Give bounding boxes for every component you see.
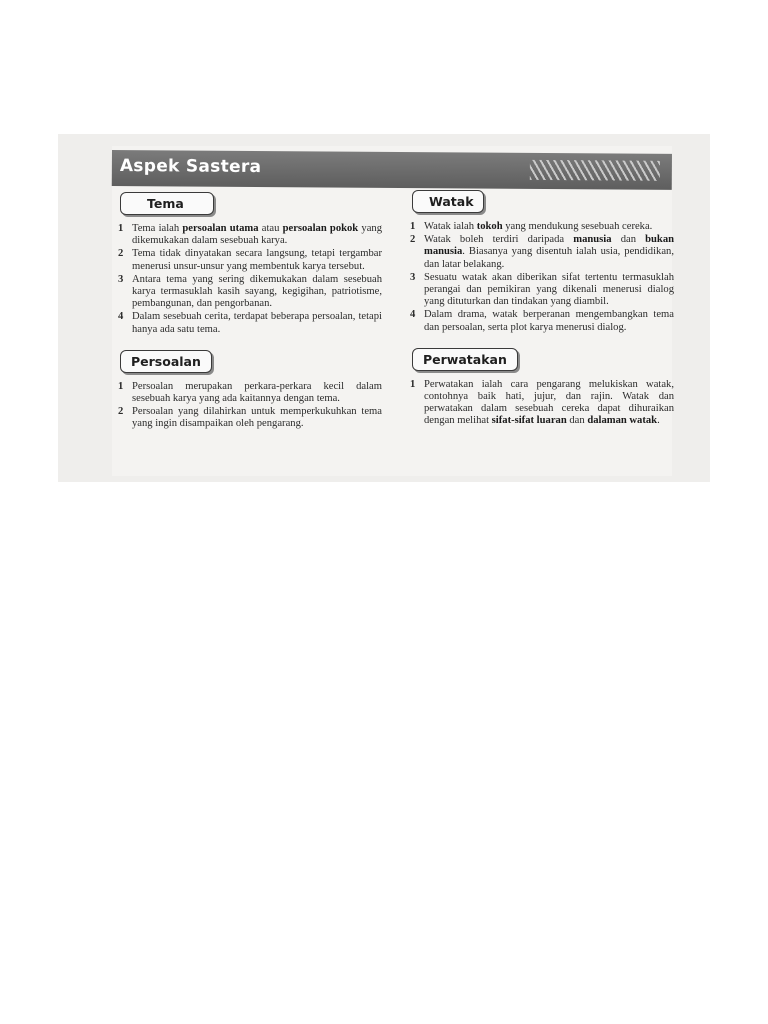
list-item [114, 274, 382, 311]
item-number: 1 [410, 221, 416, 232]
item-text: . [657, 415, 660, 427]
item-text: Antara tema yang sering dikemukakan dalam sesebuah karya termasuklah kasih sayang, kegigihan, patriotisme, pembangunan, dan pengorbanan. [132, 273, 382, 310]
section-heading-tema: Tema [120, 192, 214, 215]
list-item [406, 309, 674, 333]
list-item [406, 221, 674, 233]
tema-list [114, 223, 382, 336]
section-watak [406, 190, 674, 334]
item-text: dan [566, 415, 588, 427]
item-text: atau [258, 223, 283, 234]
watak-list [406, 221, 674, 334]
bold-term: tokoh [476, 221, 503, 232]
perwatakan-list [406, 379, 674, 428]
item-number: 1 [410, 378, 416, 390]
item-number: 1 [118, 223, 124, 234]
list-item [114, 406, 382, 430]
item-text: Sesuatu watak akan diberikan sifat tertentu termasuklah perangai dan pemikiran yang dikenali menerusi dialog yang dituturkan dan tindakan yang diambil. [424, 271, 674, 308]
bold-term: persoalan pokok [282, 223, 359, 234]
item-text: Persoalan yang dilahirkan untuk memperkukuhkan tema yang ingin disampaikan oleh pengarang. [132, 406, 382, 430]
item-number: 2 [410, 234, 416, 246]
list-item [406, 379, 674, 428]
section-persoalan [114, 350, 382, 431]
item-text: dan [611, 234, 646, 246]
item-number: 3 [410, 271, 416, 283]
left-column [114, 192, 382, 432]
list-item [406, 234, 674, 271]
bold-term: bukan manusia [424, 234, 675, 258]
list-item [114, 248, 382, 272]
item-text: Tema ialah [132, 223, 183, 234]
item-text: yang mendukung sesebuah cereka. [502, 221, 653, 232]
item-text: Watak boleh terdiri daripada [424, 234, 574, 246]
item-text: Watak ialah [424, 221, 477, 232]
bold-term: manusia [573, 234, 612, 246]
persoalan-list [114, 381, 382, 431]
section-perwatakan [406, 348, 674, 428]
bold-term: dalaman watak [587, 415, 658, 427]
item-text: Persoalan merupakan perkara-perkara kecil dalam sesebuah karya yang ada kaitannya dengan tema. [132, 380, 382, 405]
list-item [114, 223, 382, 247]
right-column [406, 190, 674, 429]
page-title: Aspek Sastera [119, 156, 262, 178]
header-banner [112, 150, 672, 190]
item-text: Dalam drama, watak berperanan mengembangkan tema dan persoalan, serta plot karya menerusi dialog. [424, 309, 674, 333]
list-item [114, 311, 382, 335]
document-page [112, 146, 675, 476]
item-text: Perwatakan ialah cara pengarang melukiskan watak, contohnya baik hati, jujur, dan rajin. Watak dan perwatakan dalam sesebuah cereka dapat dihuraikan dengan melihat [424, 378, 674, 427]
item-text: Dalam sesebuah cerita, terdapat beberapa persoalan, tetapi hanya ada satu tema. [132, 311, 382, 335]
item-text: Tema tidak dinyatakan secara langsung, tetapi tergambar menerusi unsur-unsur yang membentuk karya tersebut. [132, 248, 382, 272]
item-number: 4 [118, 311, 124, 323]
bold-term: sifat-sifat luaran [491, 415, 567, 427]
section-heading-perwatakan: Perwatakan [412, 348, 518, 371]
section-tema [114, 192, 382, 336]
section-heading-persoalan: Persoalan [120, 350, 212, 373]
item-number: 2 [118, 248, 124, 260]
list-item [406, 272, 674, 309]
item-number: 2 [118, 406, 124, 418]
list-item [114, 381, 382, 405]
item-number: 3 [118, 273, 124, 285]
bold-term: persoalan utama [182, 223, 259, 234]
item-number: 4 [410, 309, 416, 321]
item-text: yang dikemukakan dalam sesebuah karya. [132, 223, 382, 247]
item-number: 1 [118, 380, 124, 392]
item-text: . Biasanya yang disentuh ialah usia, pendidikan, dan latar belakang. [424, 246, 674, 270]
decorative-stripes-icon [530, 160, 660, 181]
section-heading-watak: Watak [412, 190, 484, 213]
